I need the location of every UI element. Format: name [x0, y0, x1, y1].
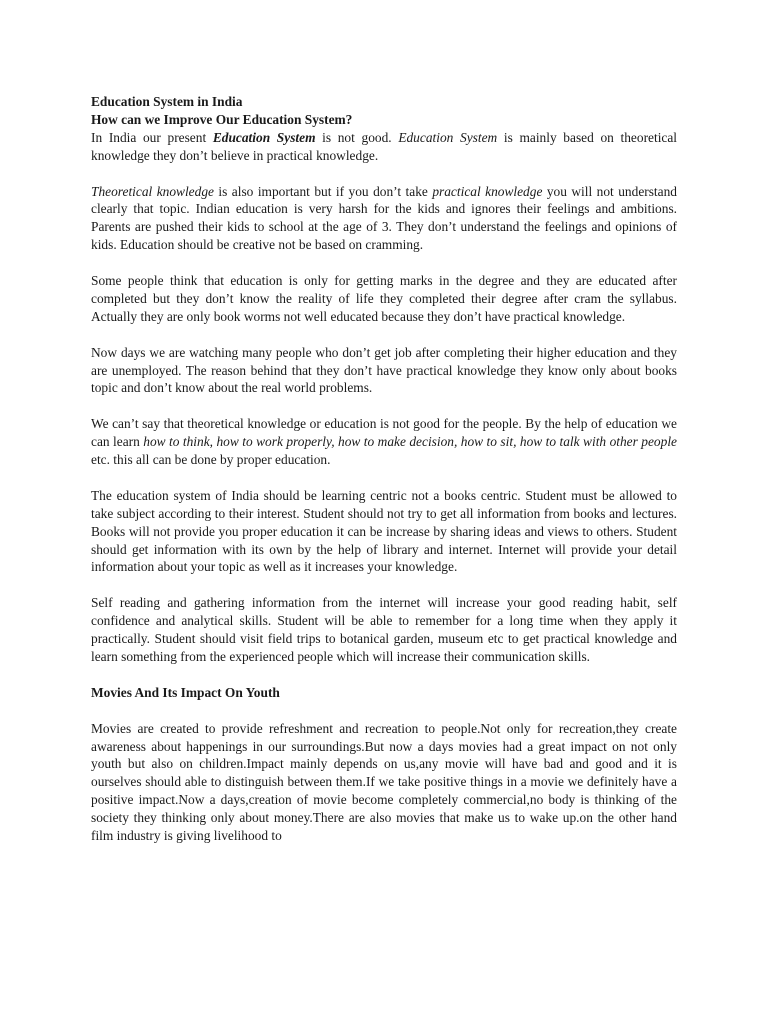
document-page — [91, 93, 677, 863]
paragraph-5-text: etc. this all can be done by proper education. — [91, 452, 331, 468]
paragraph-2-emphasis: practical knowledge — [432, 183, 543, 199]
paragraph-2-text: is also important but if you don’t take — [213, 183, 433, 199]
paragraph-1 — [91, 129, 677, 165]
paragraph-5-emphasis: how to think, how to work properly, how to make decision, how to sit, how to talk with other people — [143, 434, 677, 450]
paragraph-5 — [91, 415, 677, 469]
paragraph-6: The education system of India should be learning centric not a books centric. Student must be allowed to take subject according to their interest. Student should not try to get all information from books and lectures. Books will not provide you proper education it can be increase by sharing ideas and views to others. Student should get information with its own by the help of library and internet. Internet will provide your detail information about your topic as well as it increases your knowledge. — [91, 487, 677, 575]
paragraph-1-emphasis: Education System — [398, 129, 498, 145]
paragraph-8: Movies are created to provide refreshment and recreation to people.Not only for recreation,they create awareness about happenings in our surroundings.But now a days movies had a great impact on not only youth but also on children.Impact mainly depends on us,any movie will have bad and good and it is ourselves should able to distinguish between them.If we take positive things in a movie we definitely have a positive impact.Now a days,creation of movie become completely commercial,no body is thinking of the society they thinking only about money.There are also movies that make us to wake up.on the other hand film industry is giving livelihood to — [91, 720, 677, 844]
paragraph-1-text: In India our present — [91, 129, 213, 145]
paragraph-3: Some people think that education is only for getting marks in the degree and they are educated after completed but they don’t know the reality of life they completed their degree after cram the syllabus. Actually they are only book worms not well educated because they don’t have practical knowledge. — [91, 273, 677, 324]
paragraph-1-text: is mainly based on theoretical knowledge they don’t believe in practical knowledge. — [91, 129, 678, 163]
paragraph-4: Now days we are watching many people who don’t get job after completing their higher education and they are unemployed. The reason behind that they don’t have practical knowledge they know only about books topic and don’t know about the real world problems. — [91, 344, 677, 396]
paragraph-2-emphasis: Theoretical knowledge — [91, 183, 214, 199]
paragraph-5-text: We can’t say that theoretical knowledge or education is not good for the people. By the help of education we can learn — [91, 416, 677, 450]
document-subtitle: How can we Improve Our Education System? — [91, 111, 353, 127]
paragraph-1-emphasis: Education System — [212, 129, 316, 145]
paragraph-1-text: is not good. — [315, 129, 399, 145]
document-title: Education System in India — [91, 94, 243, 109]
paragraph-2 — [91, 183, 677, 255]
paragraph-7: Self reading and gathering information from the internet will increase your good reading habit, self confidence and analytical skills. Student will be able to remember for a long time when they apply it practically. Student should visit field trips to botanical garden, museum etc to get practical knowledge and learn something from the experienced people which will increase their communication skills. — [91, 595, 677, 664]
paragraph-2-text: you will not understand clearly that topic. Indian education is very harsh for the kids and ignores their feelings and ambitions. Parents are pushed their kids to school at the age of 3. They don’t understand the feelings and opinions of kids. Education should be creative not be based on cramming. — [91, 183, 677, 253]
section-2-heading: Movies And Its Impact On Youth — [91, 684, 280, 700]
